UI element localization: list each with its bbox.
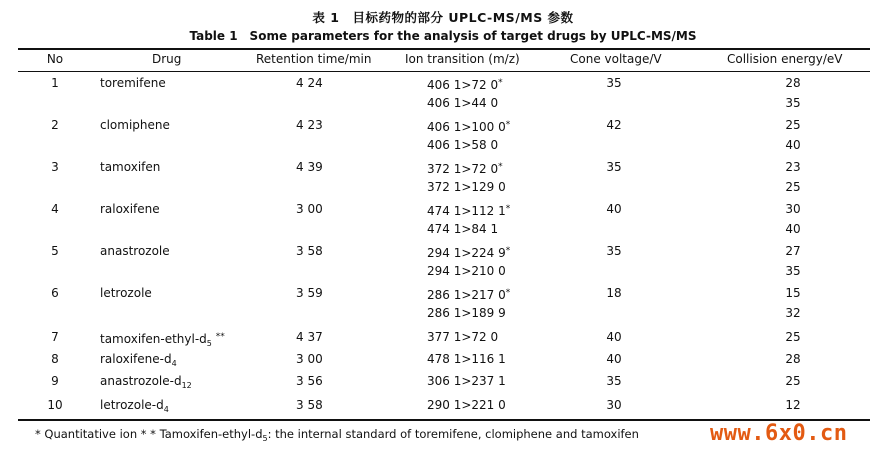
drug-name xyxy=(100,330,225,351)
drug-name: raloxifene xyxy=(100,202,160,216)
header-cone-voltage: Cone voltage/V xyxy=(570,52,662,66)
ion-transition-value: 377 1>72 0 xyxy=(427,330,499,344)
retention-time: 3 59 xyxy=(296,286,323,300)
drug-name: toremifene xyxy=(100,76,166,90)
row-number: 8 xyxy=(51,352,59,366)
ion-transition-value: 306 1>237 1 xyxy=(427,374,506,388)
ion-transition-value: 294 1>224 9 xyxy=(427,246,506,260)
quantitative-ion-mark: * xyxy=(498,162,503,172)
collision-energy-secondary: 40 xyxy=(785,138,801,152)
quantitative-ion-mark: * xyxy=(505,120,511,130)
drug-name: tamoxifen xyxy=(100,160,161,174)
ion-transition-secondary: 406 1>58 0 xyxy=(427,138,499,152)
header-retention-time: Retention time/min xyxy=(256,52,372,66)
watermark: www.6x0.cn xyxy=(710,421,848,446)
collision-energy-secondary: 35 xyxy=(785,264,801,278)
retention-time: 4 39 xyxy=(296,160,323,174)
ion-transition-primary xyxy=(427,286,510,302)
ion-transition-primary xyxy=(427,352,506,366)
ion-transition-value: 478 1>116 1 xyxy=(427,352,506,366)
cone-voltage: 40 xyxy=(606,202,622,216)
ion-transition-value: 372 1>72 0 xyxy=(427,162,499,176)
collision-energy-primary: 25 xyxy=(785,118,801,132)
top-rule xyxy=(18,48,870,50)
collision-energy-primary: 23 xyxy=(785,160,801,174)
row-number: 5 xyxy=(51,244,59,258)
table-title-chinese: 表 1 目标药物的部分 UPLC-MS/MS 参数 xyxy=(312,10,574,25)
ion-transition-secondary: 372 1>129 0 xyxy=(427,180,506,194)
cone-voltage: 30 xyxy=(606,398,622,412)
drug-name xyxy=(100,374,192,393)
drug-name: anastrozole xyxy=(100,244,170,258)
ion-transition-primary xyxy=(427,374,506,388)
retention-time: 3 58 xyxy=(296,244,323,258)
retention-time: 3 58 xyxy=(296,398,323,412)
ion-transition-secondary: 294 1>210 0 xyxy=(427,264,506,278)
collision-energy-secondary: 40 xyxy=(785,222,801,236)
quantitative-ion-mark: * xyxy=(505,204,511,214)
ion-transition-value: 406 1>100 0 xyxy=(427,120,506,134)
cone-voltage: 42 xyxy=(606,118,622,132)
retention-time: 3 00 xyxy=(296,202,323,216)
ion-transition-value: 290 1>221 0 xyxy=(427,398,506,412)
collision-energy-primary: 15 xyxy=(785,286,801,300)
ion-transition-primary xyxy=(427,398,506,412)
collision-energy-primary: 30 xyxy=(785,202,801,216)
drug-name: letrozole xyxy=(100,286,152,300)
ion-transition-value: 286 1>217 0 xyxy=(427,288,506,302)
row-number: 7 xyxy=(51,330,59,344)
quantitative-ion-mark: * xyxy=(505,288,511,298)
drug-name-subscript: 4 xyxy=(163,405,169,414)
ion-transition-value: 406 1>72 0 xyxy=(427,78,499,92)
ion-transition-value: 474 1>112 1 xyxy=(427,204,506,218)
row-number: 4 xyxy=(51,202,59,216)
header-drug: Drug xyxy=(152,52,182,66)
retention-time: 4 23 xyxy=(296,118,323,132)
cone-voltage: 35 xyxy=(606,76,622,90)
cone-voltage: 35 xyxy=(606,160,622,174)
collision-energy-primary: 25 xyxy=(785,374,801,388)
retention-time: 3 00 xyxy=(296,352,323,366)
drug-name-subscript: 12 xyxy=(181,381,192,390)
collision-energy-secondary: 32 xyxy=(785,306,801,320)
row-number: 9 xyxy=(51,374,59,388)
drug-name-base: anastrozole-d xyxy=(100,374,182,388)
drug-name-mark: ** xyxy=(215,332,225,342)
ion-transition-secondary: 406 1>44 0 xyxy=(427,96,499,110)
quantitative-ion-mark: * xyxy=(505,246,511,256)
drug-name xyxy=(100,352,177,371)
collision-energy-primary: 12 xyxy=(785,398,801,412)
drug-name-base: tamoxifen-ethyl-d xyxy=(100,332,207,346)
ion-transition-primary xyxy=(427,160,503,176)
ion-transition-primary xyxy=(427,244,510,260)
retention-time: 3 56 xyxy=(296,374,323,388)
row-number: 3 xyxy=(51,160,59,174)
collision-energy-primary: 27 xyxy=(785,244,801,258)
cone-voltage: 18 xyxy=(606,286,622,300)
drug-name-subscript: 4 xyxy=(171,359,177,368)
collision-energy-secondary: 35 xyxy=(785,96,801,110)
header-no: No xyxy=(46,52,64,66)
row-number: 10 xyxy=(47,398,63,412)
cone-voltage: 40 xyxy=(606,352,622,366)
retention-time: 4 24 xyxy=(296,76,323,90)
cone-voltage: 40 xyxy=(606,330,622,344)
row-number: 2 xyxy=(51,118,59,132)
drug-name xyxy=(100,398,169,417)
ion-transition-secondary: 286 1>189 9 xyxy=(427,306,506,320)
drug-name-base: letrozole-d xyxy=(100,398,164,412)
collision-energy-secondary: 25 xyxy=(785,180,801,194)
collision-energy-primary: 25 xyxy=(785,330,801,344)
collision-energy-primary: 28 xyxy=(785,76,801,90)
header-rule xyxy=(18,71,870,72)
footnote: * Quantitative ion * * Tamoxifen-$ethyl-d_5$: the internal standard of toremifene, clomiphene and tamoxifen xyxy=(35,427,639,443)
ion-transition-secondary: 474 1>84 1 xyxy=(427,222,499,236)
ion-transition-primary xyxy=(427,330,498,344)
retention-time: 4 37 xyxy=(296,330,323,344)
ion-transition-primary xyxy=(427,202,510,218)
cone-voltage: 35 xyxy=(606,244,622,258)
table-title-english: Table 1 Some parameters for the analysis of target drugs by UPLC-MS/MS xyxy=(189,29,697,43)
drug-name: clomiphene xyxy=(100,118,170,132)
collision-energy-primary: 28 xyxy=(785,352,801,366)
header-ion-transition: Ion transition (m/z) xyxy=(405,52,520,66)
ion-transition-primary xyxy=(427,118,510,134)
row-number: 1 xyxy=(51,76,59,90)
drug-name-subscript: 5 xyxy=(206,339,212,348)
header-collision-energy: Collision energy/eV xyxy=(727,52,843,66)
cone-voltage: 35 xyxy=(606,374,622,388)
quantitative-ion-mark: * xyxy=(498,78,503,88)
row-number: 6 xyxy=(51,286,59,300)
ion-transition-primary xyxy=(427,76,503,92)
drug-name-base: raloxifene-d xyxy=(100,352,172,366)
